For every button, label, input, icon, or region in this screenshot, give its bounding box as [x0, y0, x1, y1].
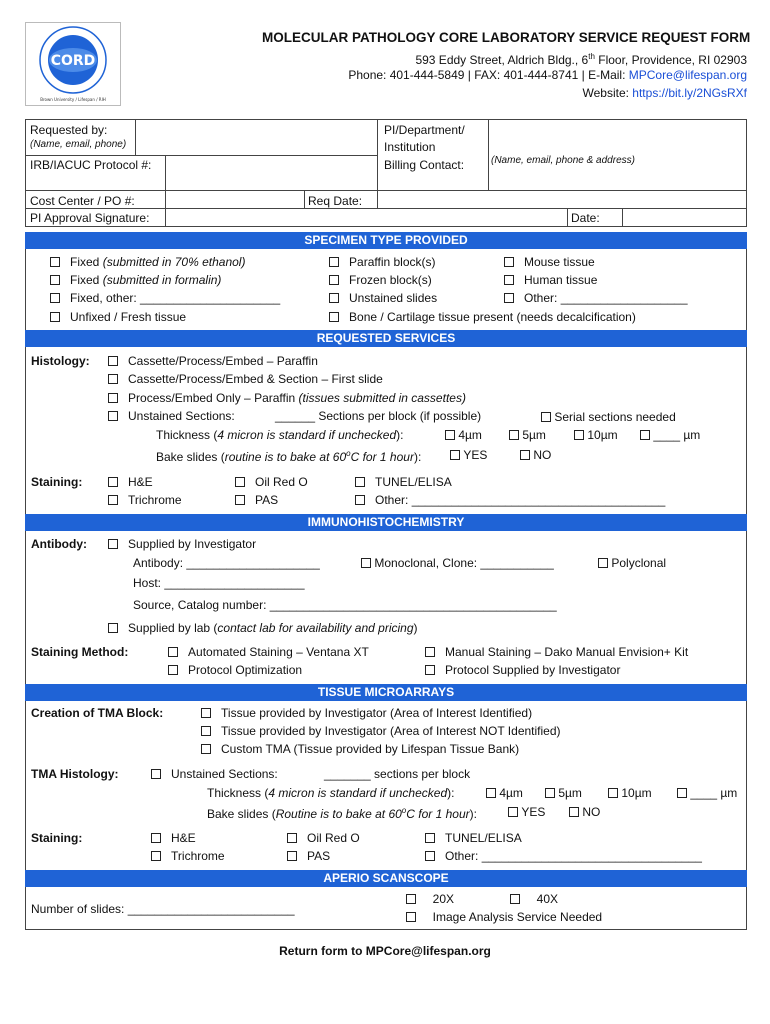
label-hint: 4 micron is standard if unchecked	[217, 428, 397, 442]
website-line	[582, 85, 747, 101]
aperio-40x	[510, 891, 558, 907]
option-label: H&E	[128, 475, 153, 489]
antibody-label: Antibody:	[31, 537, 87, 551]
host-field: Host: _____________________	[133, 576, 305, 590]
checkbox[interactable]	[355, 477, 365, 487]
checkbox[interactable]	[108, 393, 118, 403]
specimen-human	[504, 272, 597, 288]
checkbox[interactable]	[508, 807, 518, 817]
supplied-investigator	[108, 536, 256, 552]
checkbox[interactable]	[608, 788, 618, 798]
divider	[135, 119, 136, 155]
checkbox[interactable]	[329, 257, 339, 267]
checkbox[interactable]	[108, 495, 118, 505]
label-text: ):	[396, 428, 404, 442]
label-hint: C for 1 hour	[406, 807, 470, 821]
checkbox[interactable]	[425, 647, 435, 657]
automated-staining	[168, 644, 369, 660]
checkbox[interactable]	[677, 788, 687, 798]
serial-sections	[541, 409, 676, 425]
stain-oil-red	[235, 474, 308, 490]
hist-option-4	[108, 408, 235, 424]
option-label: Custom TMA (Tissue provided by Lifespan Tissue Bank)	[221, 742, 520, 756]
specimen-unfixed	[50, 309, 186, 325]
tma-stain-he	[151, 830, 196, 846]
hist-option-1	[108, 353, 318, 369]
checkbox[interactable]	[509, 430, 519, 440]
checkbox[interactable]	[520, 450, 530, 460]
ihc-header: IMMUNOHISTOCHEMISTRY	[25, 514, 747, 531]
website-link[interactable]: https://bit.ly/2NGsRXf	[632, 86, 747, 100]
staining-method-label: Staining Method:	[31, 645, 129, 659]
option-label: 40X	[536, 892, 559, 906]
requested-by-hint: (Name, email, phone)	[30, 139, 127, 150]
option-label: Unstained slides	[349, 291, 438, 305]
option-label: 20X	[432, 892, 455, 906]
label-text: Thickness (	[207, 786, 269, 800]
checkbox[interactable]	[541, 412, 551, 422]
histology-label: Histology:	[31, 354, 90, 368]
address-text: 593 Eddy Street, Aldrich Bldg., 6	[415, 53, 589, 67]
checkbox[interactable]	[486, 788, 496, 798]
return-instruction: Return form to MPCore@lifespan.org	[279, 944, 491, 958]
option-label: Frozen block(s)	[349, 273, 432, 287]
checkbox[interactable]	[287, 851, 297, 861]
requested-by-label: Requested by:	[30, 123, 108, 137]
tma-thickness-10um	[608, 785, 652, 801]
tma-bake-yes	[508, 804, 545, 820]
checkbox[interactable]	[151, 769, 161, 779]
option-label: Tissue provided by Investigator (Area of Interest Identified)	[221, 706, 533, 720]
option-label: NO	[582, 805, 601, 819]
option-label: Unstained Sections:	[171, 767, 278, 781]
logo-graphic	[26, 23, 120, 105]
thickness-10um	[574, 427, 618, 443]
specimen-bone	[329, 309, 636, 325]
divider	[25, 190, 747, 191]
tma-staining-label: Staining:	[31, 831, 83, 845]
specimen-other	[504, 290, 688, 306]
option-label: Unstained Sections:	[128, 409, 235, 423]
address-text-2: Floor, Providence, RI 02903	[594, 53, 747, 67]
source-field: Source, Catalog number: ___________________________________________	[133, 598, 557, 612]
checkbox[interactable]	[504, 257, 514, 267]
checkbox[interactable]	[108, 356, 118, 366]
option-label: 4µm	[458, 428, 482, 442]
option-label: Cassette/Process/Embed – Paraffin	[128, 354, 318, 368]
option-label: Tissue provided by Investigator (Area of Interest NOT Identified)	[221, 724, 561, 738]
option-label: Process/Embed Only – Paraffin	[128, 391, 299, 405]
option-label: Oil Red O	[255, 475, 308, 489]
option-label: 4µm	[499, 786, 523, 800]
thickness-5um	[509, 427, 546, 443]
bake-no	[520, 447, 551, 463]
billing-hint: (Name, email, phone & address)	[491, 155, 635, 166]
form-title: MOLECULAR PATHOLOGY CORE LABORATORY SERVICE REQUEST FORM	[262, 30, 751, 45]
date-field[interactable]	[624, 210, 745, 225]
option-label: YES	[463, 448, 488, 462]
tma-thickness-5um	[545, 785, 582, 801]
option-label: Supplied by Investigator	[128, 537, 257, 551]
req-date-label: Req Date:	[308, 194, 363, 208]
label-text: ):	[469, 807, 477, 821]
option-label: Paraffin block(s)	[349, 255, 436, 269]
institution-label: Institution	[384, 140, 436, 154]
cost-center-label: Cost Center / PO #:	[30, 194, 135, 208]
divider	[25, 155, 377, 156]
option-label: H&E	[171, 831, 196, 845]
checkbox[interactable]	[108, 623, 118, 633]
option-label: Other: ______________________________________	[375, 493, 666, 507]
website-label: Website:	[582, 86, 633, 100]
label-sup: o	[401, 806, 407, 815]
divider	[488, 119, 489, 190]
irb-label: IRB/IACUC Protocol #:	[30, 158, 152, 172]
checkbox[interactable]	[329, 312, 339, 322]
option-label: Mouse tissue	[524, 255, 595, 269]
tma-bake-label	[207, 803, 477, 822]
checkbox[interactable]	[425, 851, 435, 861]
option-label: YES	[521, 805, 546, 819]
checkbox[interactable]	[235, 495, 245, 505]
checkbox[interactable]	[425, 665, 435, 675]
hist-option-2	[108, 371, 383, 387]
pi-signature-field[interactable]	[167, 210, 565, 225]
checkbox[interactable]	[201, 744, 211, 754]
option-label: 10µm	[621, 786, 652, 800]
label-hint: Routine is to bake at 60	[275, 807, 402, 821]
image-analysis	[406, 909, 602, 925]
checkbox[interactable]	[329, 275, 339, 285]
tma-stain-oil-red	[287, 830, 360, 846]
checkbox[interactable]	[201, 708, 211, 718]
divider	[622, 208, 623, 227]
logo-text: CORD	[50, 53, 96, 69]
label-hint: C for 1 hour	[350, 450, 414, 464]
supplied-lab	[108, 620, 418, 636]
option-hint: (submitted in 70% ethanol)	[102, 255, 246, 269]
address	[415, 49, 747, 68]
specimen-header: SPECIMEN TYPE PROVIDED	[25, 232, 747, 249]
specimen-fixed-ethanol	[50, 254, 245, 270]
checkbox[interactable]	[450, 450, 460, 460]
option-label: PAS	[255, 493, 279, 507]
option-label: Trichrome	[171, 849, 225, 863]
cord-logo	[25, 22, 121, 106]
staining-label: Staining:	[31, 475, 83, 489]
option-label: PAS	[307, 849, 331, 863]
option-label: Supplied by lab (	[128, 621, 218, 635]
checkbox[interactable]	[504, 293, 514, 303]
divider	[377, 119, 378, 190]
option-label: NO	[533, 448, 552, 462]
tma-thickness-label	[207, 785, 454, 801]
checkbox[interactable]	[151, 851, 161, 861]
divider	[567, 208, 568, 227]
label-text: Bake slides (	[207, 807, 276, 821]
option-hint: contact lab for availability and pricing	[217, 621, 414, 635]
checkbox[interactable]	[235, 477, 245, 487]
checkbox[interactable]	[569, 807, 579, 817]
checkbox[interactable]	[50, 257, 60, 267]
option-label: Unfixed / Fresh tissue	[70, 310, 187, 324]
pi-approval-label: PI Approval Signature:	[30, 211, 150, 225]
requested-services-header: REQUESTED SERVICES	[25, 330, 747, 347]
option-label: Polyclonal	[611, 556, 667, 570]
checkbox[interactable]	[574, 430, 584, 440]
option-hint: (submitted in formalin)	[102, 273, 222, 287]
tma-stain-pas	[287, 848, 330, 864]
option-label: Monoclonal, Clone: ___________	[374, 556, 554, 570]
checkbox[interactable]	[425, 833, 435, 843]
option-label: Image Analysis Service Needed	[432, 910, 603, 924]
tma-thickness-other	[677, 785, 737, 801]
option-label: 10µm	[587, 428, 618, 442]
checkbox[interactable]	[510, 894, 520, 904]
option-label: Serial sections needed	[554, 410, 676, 424]
checkbox[interactable]	[201, 726, 211, 736]
cost-center-field[interactable]	[167, 192, 302, 207]
irb-field[interactable]	[167, 157, 375, 189]
option-label: Automated Staining – Ventana XT	[188, 645, 369, 659]
checkbox[interactable]	[640, 430, 650, 440]
monoclonal-option	[361, 555, 554, 571]
label-text: ):	[447, 786, 455, 800]
bake-yes	[450, 447, 487, 463]
option-label: Oil Red O	[307, 831, 360, 845]
checkbox[interactable]	[108, 539, 118, 549]
stain-pas	[235, 492, 278, 508]
specimen-unstained	[329, 290, 437, 306]
option-label: ____ µm	[690, 786, 738, 800]
requested-by-field[interactable]	[137, 122, 375, 154]
option-label: Protocol Supplied by Investigator	[445, 663, 621, 677]
hist-option-3	[108, 390, 466, 406]
checkbox[interactable]	[168, 647, 178, 657]
bake-label	[156, 446, 421, 465]
contact-line	[348, 67, 747, 83]
stain-other	[355, 492, 665, 508]
divider	[304, 190, 305, 208]
tma-creation-3	[201, 741, 519, 757]
tma-bake-no	[569, 804, 600, 820]
option-label: TUNEL/ELISA	[445, 831, 522, 845]
specimen-frozen	[329, 272, 432, 288]
option-label: Human tissue	[524, 273, 598, 287]
tma-thickness-4um	[486, 785, 523, 801]
option-hint: (tissues submitted in cassettes)	[298, 391, 466, 405]
pi-billing-field[interactable]	[490, 122, 745, 188]
label-text: ):	[413, 450, 422, 464]
tma-stain-other	[425, 848, 702, 864]
thickness-4um	[445, 427, 482, 443]
specimen-paraffin	[329, 254, 436, 270]
checkbox[interactable]	[406, 894, 416, 904]
tma-stain-trichrome	[151, 848, 225, 864]
checkbox[interactable]	[108, 374, 118, 384]
label-text: Bake slides (	[156, 450, 225, 464]
sections-per-block: ______ Sections per block (if possible)	[275, 409, 482, 423]
checkbox[interactable]	[287, 833, 297, 843]
option-label: TUNEL/ELISA	[375, 475, 452, 489]
tma-sections-per-block: _______ sections per block	[324, 767, 471, 781]
checkbox[interactable]	[504, 275, 514, 285]
phone-text: Phone: 401-444-5849 | FAX: 401-444-8741 | E-Mail:	[348, 68, 629, 82]
checkbox[interactable]	[361, 558, 371, 568]
option-label: Fixed	[70, 255, 103, 269]
option-label: Manual Staining – Dako Manual Envision+ Kit	[445, 645, 689, 659]
pi-dept-label: PI/Department/	[384, 123, 465, 137]
option-label: Fixed	[70, 273, 103, 287]
number-of-slides: Number of slides: _________________________	[31, 902, 295, 916]
label-hint: routine is to bake at 60	[224, 450, 347, 464]
option-label: Other: ___________________	[524, 291, 688, 305]
option-label: Protocol Optimization	[188, 663, 303, 677]
tma-creation-2	[201, 723, 561, 739]
antibody-field: Antibody: ____________________	[133, 556, 320, 570]
email-link[interactable]: MPCore@lifespan.org	[628, 68, 747, 82]
tma-creation-1	[201, 705, 532, 721]
option-label: Bone / Cartilage tissue present (needs decalcification)	[349, 310, 636, 324]
option-label: 5µm	[558, 786, 582, 800]
checkbox[interactable]	[50, 275, 60, 285]
option-label: Trichrome	[128, 493, 182, 507]
aperio-20x	[406, 891, 454, 907]
option-label: ____ µm	[653, 428, 701, 442]
protocol-supplied	[425, 662, 620, 678]
tma-creation-label: Creation of TMA Block:	[31, 706, 164, 720]
checkbox[interactable]	[545, 788, 555, 798]
label-sup: o	[346, 449, 351, 458]
manual-staining	[425, 644, 688, 660]
option-label: 5µm	[522, 428, 546, 442]
checkbox[interactable]	[406, 912, 416, 922]
checkbox[interactable]	[329, 293, 339, 303]
option-label: Cassette/Process/Embed & Section – First slide	[128, 372, 383, 386]
req-date-field[interactable]	[379, 192, 745, 207]
label-text: Thickness (	[156, 428, 218, 442]
specimen-mouse	[504, 254, 595, 270]
checkbox[interactable]	[108, 411, 118, 421]
checkbox[interactable]	[108, 477, 118, 487]
checkbox[interactable]	[598, 558, 608, 568]
stain-he	[108, 474, 153, 490]
tma-header: TISSUE MICROARRAYS	[25, 684, 747, 701]
protocol-optimization	[168, 662, 302, 678]
polyclonal-option	[598, 555, 666, 571]
checkbox[interactable]	[151, 833, 161, 843]
option-label: Fixed, other: _____________________	[70, 291, 281, 305]
specimen-fixed-other	[50, 290, 280, 306]
label-hint: 4 micron is standard if unchecked	[268, 786, 448, 800]
checkbox[interactable]	[168, 665, 178, 675]
checkbox[interactable]	[445, 430, 455, 440]
checkbox[interactable]	[50, 312, 60, 322]
stain-tunel	[355, 474, 452, 490]
billing-contact-label: Billing Contact:	[384, 158, 465, 172]
tma-histology-label: TMA Histology:	[31, 767, 119, 781]
tma-unstained	[151, 766, 278, 782]
divider	[377, 190, 378, 208]
checkbox[interactable]	[355, 495, 365, 505]
thickness-label	[156, 427, 403, 443]
checkbox[interactable]	[50, 293, 60, 303]
option-label: )	[413, 621, 418, 635]
tma-stain-tunel	[425, 830, 522, 846]
date-label: Date:	[571, 211, 600, 225]
logo-caption: Brown University / Lifespan / RIH	[40, 97, 106, 102]
aperio-header: APERIO SCANSCOPE	[25, 870, 747, 887]
divider	[165, 155, 166, 190]
address-sup: th	[588, 52, 595, 61]
thickness-other	[640, 427, 700, 443]
option-label: Other: _________________________________	[445, 849, 702, 863]
stain-trichrome	[108, 492, 182, 508]
specimen-fixed-formalin	[50, 272, 221, 288]
